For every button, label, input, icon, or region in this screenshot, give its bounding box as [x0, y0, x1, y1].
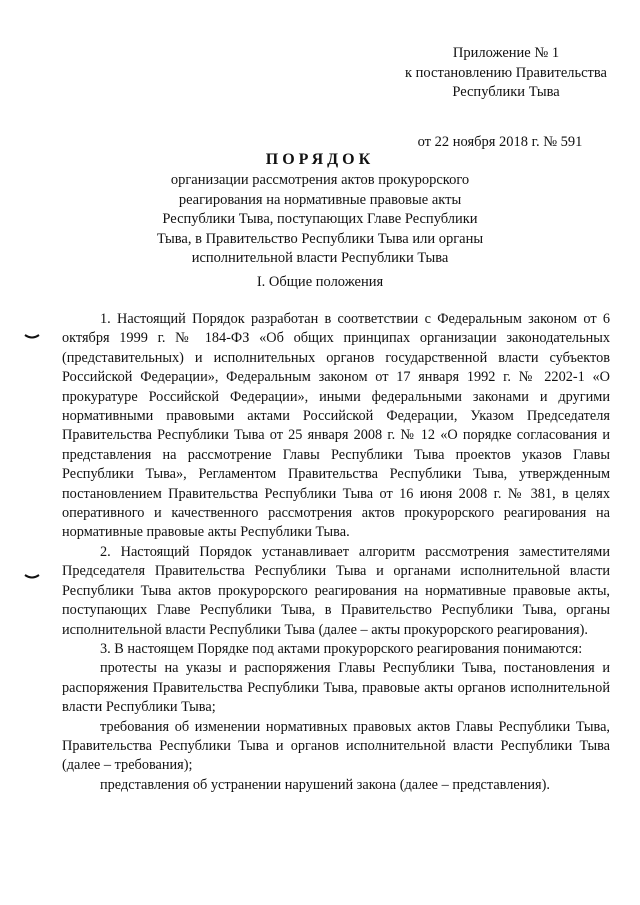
document-date: от 22 ноября 2018 г. № 591	[417, 134, 583, 150]
paragraph-2: 2. Настоящий Порядок устанавливает алгоритм рассмотрения заместителями Председателя Правительства Республики Тыва и органами исполнительной власти Республики Тыва актов прокурорского реагирования на нормативные правовые акты, поступающих Главе Республики Тыва, в Правительство Республики Тыва, органы исполнительной власти Республики Тыва (далее – акты прокурорского реагирования).	[62, 543, 610, 638]
paragraph-3: 3. В настоящем Порядке под актами прокурорского реагирования понимаются:	[100, 640, 583, 657]
paragraph-3-item-representations: представления об устранении нарушений закона (далее – представления).	[100, 776, 550, 793]
appendix-line-3: Республики Тыва	[452, 84, 560, 100]
document-subtitle	[150, 171, 490, 269]
body-text	[62, 310, 610, 795]
subtitle-line-3: Республики Тыва, поступающих Главе Республики	[162, 211, 478, 227]
subtitle-line-2: реагирования на нормативные правовые акты	[178, 191, 462, 208]
appendix-line-2: к постановлению Правительства	[405, 64, 607, 81]
paragraph-1: 1. Настоящий Порядок разработан в соответствии с Федеральным законом от 6 октября 1999 г. № 184-ФЗ «Об общих принципах организации законодательных (представительных) и исполнительных органов государственной власти субъектов Российской Федерации», Федеральным законом от 17 января 1992 г. № 2202-1 «О прокуратуре Российской Федерации», иными федеральными законами и другими нормативными правовыми актами Российской Федерации, Указом Председателя Правительства Республики Тыва от 25 января 2008 г. № 12 «О порядке согласования и представления на рассмотрение Главы Республики Тыва проектов указов Главы Республики Тыва», Регламентом Правительства Республики Тыва, утвержденным постановлением Правительства Республики Тыва от 16 июня 2008 г. № 381, в целях оперативного и качественного рассмотрения актов прокурорского реагирования на нормативные правовые акты Республики Тыва.	[62, 311, 610, 541]
paragraph-3-item-protests: протесты на указы и распоряжения Главы Республики Тыва, постановления и распоряжения Правительства Республики Тыва, правовые акты органов исполнительной власти Республики Тыва;	[62, 660, 610, 716]
document-title: ПОРЯДОК	[265, 151, 375, 168]
section-heading: I. Общие положения	[256, 274, 384, 290]
paragraph-3-item-requirements: требования об изменении нормативных правовых актов Главы Республики Тыва, Правительства Республики Тыва и органов исполнительной власти Республики Тыва (далее – требования);	[62, 718, 610, 774]
margin-check-mark	[24, 333, 40, 341]
appendix-block	[388, 44, 624, 103]
subtitle-line-1: организации рассмотрения актов прокурорского	[170, 172, 470, 188]
appendix-line-1: Приложение № 1	[452, 45, 560, 61]
subtitle-line-4: Тыва, в Правительство Республики Тыва или органы	[156, 230, 484, 247]
subtitle-line-5: исполнительной власти Республики Тыва	[191, 250, 449, 266]
margin-check-mark	[24, 573, 40, 581]
